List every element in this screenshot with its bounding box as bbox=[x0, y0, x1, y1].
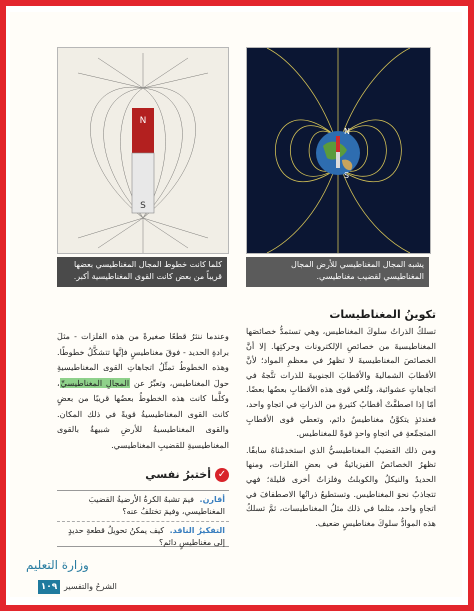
left-figure-caption: كلما كانت خطوط المجال المغناطيسي بعضها قريباً من بعض كانت القوى المغناطيسية أكبر. bbox=[57, 257, 227, 287]
question-1-label: أقارن. bbox=[199, 495, 225, 504]
paragraph-filings-end: ، وكلَّما كانت هذه الخطوطُ بعضُها قريبًا من بعضٍ كانت القوى المغناطيسيةُ قويةً في ذلك المكان. والقوى المغناطيسيةُ للأرضِ شبيهةٌ بالقوى المغناطيسيةِ للقضيبِ المغناطيسي. bbox=[57, 377, 229, 450]
earth-magnetic-field-figure bbox=[246, 47, 431, 254]
earth-north-label: N bbox=[344, 127, 350, 136]
section-heading: تكوينُ المغناطيسات bbox=[329, 308, 436, 321]
right-figure-caption: يشبه المجال المغناطيسي للأرض المجال المغناطيسي لقضيب مغناطيسي. bbox=[246, 257, 429, 287]
question-1-text: فيمَ تشبهُ الكرةُ الأرضيةُ القضيبَ المغناطيسي، وفيمَ تختلفُ عنه؟ bbox=[88, 495, 225, 516]
highlighted-term-magnetic-field: المجالِ المغناطيسيِّ bbox=[60, 377, 130, 388]
question-critical-thinking bbox=[57, 521, 229, 552]
checkmark-icon: ✓ bbox=[215, 468, 229, 482]
bar-magnet-figure bbox=[57, 47, 229, 254]
question-compare bbox=[57, 491, 229, 521]
footer-section-title: الشرحُ والتفسير bbox=[64, 582, 117, 591]
paragraph-atoms: تسلكُ الذراتُ سلوكَ المغناطيس، وهي تستمدُّ خصائصَها المغناطيسيةَ من خصائصِ الإلكترونات وحركتِها. إلا أنَّ الخصائصَ المغناطيسيةَ لا تظهرُ في معظمِ المواد؛ لأنَّ الأقطابَ الشماليةَ والأقطابَ الجنوبيةَ للذرات تتَّجهُ في اتجاهاتٍ عشوائية، وتُلغي قوى هذه الأقطابِ بعضُها بعضًا. أمّا إذا اصطفَّتْ أقطابُ كثيرةٍ من الذراتِ في اتجاهٍ واحد، فعندئذٍ يتكوَّنُ مغناطيسٌ دائم، وتعطي قوى الأقطابِ المتجمِّعةِ في اتجاهٍ واحدٍ قوةً للمغناطيس. bbox=[246, 326, 436, 439]
magnet-north-label: N bbox=[139, 116, 147, 126]
paragraph-metals: ومن ذلك القضيبُ المغناطيسيُّ الذي استخدمْناهُ سابقًا. تظهرُ الخصائصُ الفيزيائيةُ في بعضِ الفلزات، ومنها الحديدُ والنيكلُ والكوبلتُ وفلزاتٌ أخرى قليلة؛ فهي تتجاذبُ نحوَ المغناطيس. وتستطيعُ ذراتُها الاصطفافَ في اتجاهٍ واحد، مثلما في ذلك مثلُ المغناطيسات، ثمَّ تسلكُ هذه الموادُّ سلوكَ مغناطيسٍ ضعيف. bbox=[246, 444, 436, 528]
iron-filings-illustration bbox=[58, 48, 228, 253]
question-2-label: التفكيرُ الناقد. bbox=[169, 526, 225, 535]
textbook-page bbox=[10, 12, 462, 597]
page-number: ١٠٩ bbox=[38, 580, 60, 594]
left-text-column bbox=[57, 329, 229, 453]
self-test-title bbox=[57, 468, 229, 482]
ministry-logo: وزارة التعليم bbox=[26, 558, 89, 572]
paragraph-filings-start: وعندما ننثرُ قطعًا صغيرةً من هذه الفلزات - مثلَ برادةِ الحديد - فوقَ مغناطيسٍ فإنَّها تتشكَّلُ خطوطًا. وهذه الخطوطُ تمثِّلُ اتجاهاتِ القوى المغناطيسيةِ حولَ المغناطيس، وتعبِّرُ عن bbox=[57, 331, 229, 388]
self-test-title-text: أختبرُ نفسي bbox=[145, 468, 211, 481]
earth-field-illustration bbox=[247, 48, 430, 253]
earth-south-label: S bbox=[344, 171, 350, 180]
self-test-box bbox=[57, 490, 229, 547]
question-2-text: كيف يمكنُ تحويلُ قطعةِ حديدٍ إلى مغناطيسٍ دائم؟ bbox=[68, 526, 225, 547]
magnet-south-label: S bbox=[140, 201, 146, 211]
right-text-column bbox=[246, 324, 436, 530]
